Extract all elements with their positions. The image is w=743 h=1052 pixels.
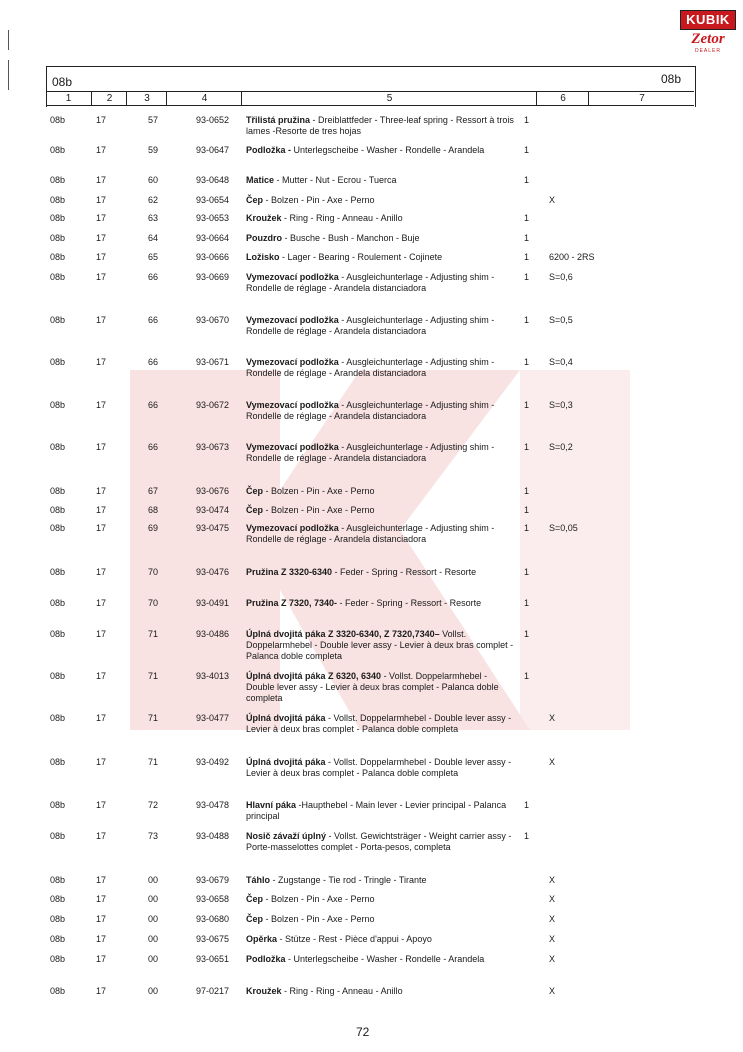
row-note: S=0,6 [549,272,573,282]
row-description [246,272,516,294]
row-col4: 93-0669 [196,272,230,282]
row-description [246,914,516,925]
row-quantity: 1 [524,486,530,496]
row-description [246,800,516,822]
part-translations: - Ring - Ring - Anneau - Anillo [281,213,403,223]
part-translations: - Bolzen - Pin - Axe - Perno [263,486,375,496]
part-translations: - Ring - Ring - Anneau - Anillo [281,986,403,996]
part-name-cz: Ložisko [246,252,280,262]
row-note: X [549,954,556,964]
row-col1: 08b [50,315,66,325]
row-description [246,523,516,545]
row-col3: 66 [148,400,159,410]
part-translations: - Unterlegscheibe - Washer - Rondelle - Arandela [285,954,485,964]
row-col1: 08b [50,567,66,577]
row-col2: 17 [96,934,107,944]
row-col4: 93-0492 [196,757,230,767]
part-name-cz: Čep [246,894,264,904]
column-header-4: 4 [166,92,242,105]
row-col2: 17 [96,800,107,810]
row-col3: 71 [148,671,159,681]
part-translations: - Ausgleichunterlage - Adjusting shim - Rondelle de réglage - Arandela distanciadora [246,400,495,421]
row-col4: 93-0475 [196,523,230,533]
row-col4: 93-0478 [196,800,230,810]
part-name-cz: Kroužek [246,213,282,223]
part-name-cz: Vymezovací podložka [246,357,339,367]
logo-tag: DEALER [694,48,721,54]
row-col1: 08b [50,831,66,841]
row-col1: 08b [50,800,66,810]
row-col3: 63 [148,213,159,223]
part-translations: - Vollst. Doppelarmhebel - Double lever assy - Levier à deux bras complet - Palanca doble completa [246,713,512,734]
row-note: X [549,757,556,767]
row-col3: 62 [148,195,159,205]
row-note: S=0,2 [549,442,573,452]
logo-brand: KUBIK [680,10,736,30]
part-name-cz: Pružina Z 7320, 7340- [246,598,338,608]
row-note: 6200 - 2RS [549,252,595,262]
row-col3: 66 [148,357,159,367]
row-col3: 69 [148,523,159,533]
part-translations: - Feder - Spring - Ressort - Resorte [332,567,477,577]
row-col2: 17 [96,757,107,767]
part-name-cz: Čep [246,195,264,205]
row-col2: 17 [96,175,107,185]
row-col3: 66 [148,272,159,282]
margin-mark [8,60,9,90]
row-col1: 08b [50,523,66,533]
row-col4: 93-0680 [196,914,230,924]
row-col4: 93-0679 [196,875,230,885]
part-name-cz: Hlavní páka [246,800,297,810]
row-col4: 93-4013 [196,671,230,681]
row-col2: 17 [96,400,107,410]
part-name-cz: Podložka - [246,145,292,155]
part-translations: - Vollst. Doppelarmhebel - Double lever assy - Levier à deux bras complet - Palanca doble completa [246,671,499,703]
part-name-cz: Podložka [246,954,286,964]
part-translations: - Bolzen - Pin - Axe - Perno [263,195,375,205]
part-translations: - Ausgleichunterlage - Adjusting shim - Rondelle de réglage - Arandela distanciadora [246,442,495,463]
row-col2: 17 [96,713,107,723]
part-translations: - Ausgleichunterlage - Adjusting shim - Rondelle de réglage - Arandela distanciadora [246,272,495,293]
row-col3: 67 [148,486,159,496]
row-col3: 68 [148,505,159,515]
logo-sub: Zetor [691,31,725,47]
row-col2: 17 [96,986,107,996]
row-col1: 08b [50,486,66,496]
row-quantity: 1 [524,213,530,223]
row-col4: 93-0658 [196,894,230,904]
row-col4: 93-0474 [196,505,230,515]
row-col1: 08b [50,115,66,125]
row-description [246,195,516,206]
row-col3: 00 [148,986,159,996]
row-col2: 17 [96,831,107,841]
row-col1: 08b [50,598,66,608]
row-note: X [549,914,556,924]
row-col3: 70 [148,567,159,577]
row-col4: 93-0486 [196,629,230,639]
row-description [246,954,516,965]
row-col4: 93-0652 [196,115,230,125]
part-name-cz: Vymezovací podložka [246,272,339,282]
row-col4: 93-0476 [196,567,230,577]
row-col4: 93-0647 [196,145,230,155]
row-col1: 08b [50,195,66,205]
part-translations: - Busche - Bush - Manchon - Buje [282,233,420,243]
row-description [246,442,516,464]
row-note: X [549,986,556,996]
part-name-cz: Čep [246,505,264,515]
row-col2: 17 [96,523,107,533]
part-name-cz: Čep [246,914,264,924]
row-quantity: 1 [524,598,530,608]
row-col1: 08b [50,442,66,452]
row-col4: 93-0671 [196,357,230,367]
row-col3: 57 [148,115,159,125]
row-description [246,875,516,886]
row-col3: 66 [148,315,159,325]
section-label-right: 08b [661,72,682,86]
row-col2: 17 [96,272,107,282]
row-col2: 17 [96,875,107,885]
row-quantity: 1 [524,272,530,282]
row-col2: 17 [96,195,107,205]
row-description [246,175,516,186]
row-description [246,671,516,704]
row-col3: 00 [148,934,159,944]
page-number: 72 [356,1025,370,1039]
row-description [246,400,516,422]
row-description [246,252,516,263]
row-quantity: 1 [524,567,530,577]
row-col2: 17 [96,315,107,325]
row-col1: 08b [50,954,66,964]
row-description [246,357,516,379]
row-note: X [549,894,556,904]
row-col3: 59 [148,145,159,155]
row-col3: 60 [148,175,159,185]
row-note: X [549,713,556,723]
part-translations: - Dreiblattfeder - Three-leaf spring - Ressort à trois lames -Resorte de tres hojas [246,115,514,136]
row-col2: 17 [96,671,107,681]
row-note: S=0,05 [549,523,578,533]
part-translations: - Ausgleichunterlage - Adjusting shim - Rondelle de réglage - Arandela distanciadora [246,523,495,544]
row-col2: 17 [96,486,107,496]
row-quantity: 1 [524,523,530,533]
row-col1: 08b [50,894,66,904]
row-col3: 72 [148,800,159,810]
row-col4: 93-0491 [196,598,230,608]
part-translations: Vollst. Doppelarmhebel - Double lever assy - Levier à deux bras complet - Palanca doble completa [246,629,514,661]
row-col1: 08b [50,233,66,243]
row-col1: 08b [50,713,66,723]
row-description [246,486,516,497]
row-col4: 93-0673 [196,442,230,452]
row-col2: 17 [96,357,107,367]
row-col1: 08b [50,671,66,681]
row-note: X [549,934,556,944]
row-quantity: 1 [524,315,530,325]
row-col1: 08b [50,757,66,767]
row-col2: 17 [96,914,107,924]
row-description [246,213,516,224]
part-name-cz: Třilistá pružina [246,115,311,125]
row-note: X [549,195,556,205]
part-name-cz: Vymezovací podložka [246,315,339,325]
row-description [246,831,516,853]
row-col1: 08b [50,272,66,282]
row-col1: 08b [50,145,66,155]
row-note: S=0,5 [549,315,573,325]
row-col3: 71 [148,629,159,639]
row-col1: 08b [50,400,66,410]
row-col3: 00 [148,894,159,904]
part-name-cz: Čep [246,486,264,496]
row-col4: 93-0664 [196,233,230,243]
row-quantity: 1 [524,233,530,243]
row-description [246,145,516,156]
part-translations: - Ausgleichunterlage - Adjusting shim - Rondelle de réglage - Arandela distanciadora [246,315,495,336]
part-translations: Unterlegscheibe - Washer - Rondelle - Arandela [291,145,485,155]
part-name-cz: Úplná dvojitá páka [246,757,326,767]
column-header-7: 7 [588,92,695,105]
column-header-5: 5 [241,92,537,105]
part-translations: - Lager - Bearing - Roulement - Cojinete [279,252,443,262]
row-col2: 17 [96,894,107,904]
row-col2: 17 [96,598,107,608]
kubik-zetor-logo [680,10,736,58]
row-col3: 70 [148,598,159,608]
row-col2: 17 [96,252,107,262]
part-translations: - Bolzen - Pin - Axe - Perno [263,505,375,515]
row-col3: 71 [148,713,159,723]
part-name-cz: Vymezovací podložka [246,400,339,410]
part-name-cz: Úplná dvojitá páka Z 3320-6340, Z 7320,7340– [246,629,440,639]
row-col4: 93-0675 [196,934,230,944]
part-translations: - Vollst. Gewichtsträger - Weight carrier assy - Porte-masselottes complet - Porta-pesos, completa [246,831,512,852]
row-col1: 08b [50,986,66,996]
part-translations: - Vollst. Doppelarmhebel - Double lever assy - Levier à deux bras complet - Palanca doble completa [246,757,512,778]
row-col1: 08b [50,175,66,185]
part-translations: - Mutter - Nut - Ecrou - Tuerca [274,175,397,185]
row-description [246,713,516,735]
column-header-2: 2 [91,92,127,105]
row-description [246,757,516,779]
row-quantity: 1 [524,175,530,185]
row-col2: 17 [96,213,107,223]
row-col1: 08b [50,357,66,367]
row-description [246,598,516,609]
row-description [246,505,516,516]
row-col2: 17 [96,567,107,577]
row-col1: 08b [50,505,66,515]
row-description [246,986,516,997]
row-description [246,115,516,137]
row-note: X [549,875,556,885]
row-col2: 17 [96,442,107,452]
row-quantity: 1 [524,629,530,639]
row-col2: 17 [96,505,107,515]
row-col1: 08b [50,875,66,885]
row-col4: 93-0654 [196,195,230,205]
part-name-cz: Nosič závaží úplný [246,831,327,841]
row-col3: 71 [148,757,159,767]
row-col2: 17 [96,145,107,155]
row-quantity: 1 [524,145,530,155]
part-name-cz: Kroužek [246,986,282,996]
row-col4: 93-0648 [196,175,230,185]
row-quantity: 1 [524,800,530,810]
margin-mark [8,30,9,50]
row-col4: 93-0477 [196,713,230,723]
part-name-cz: Pružina Z 3320-6340 [246,567,333,577]
row-col3: 00 [148,954,159,964]
row-description [246,629,516,662]
row-quantity: 1 [524,831,530,841]
row-col3: 65 [148,252,159,262]
row-note: S=0,4 [549,357,573,367]
row-col1: 08b [50,914,66,924]
row-col3: 00 [148,875,159,885]
column-header-6: 6 [536,92,589,105]
row-quantity: 1 [524,671,530,681]
row-description [246,233,516,244]
row-col4: 93-0672 [196,400,230,410]
section-label-left: 08b [52,75,73,89]
row-quantity: 1 [524,115,530,125]
part-name-cz: Opěrka [246,934,278,944]
row-col4: 93-0651 [196,954,230,964]
column-header-row [46,91,694,106]
part-name-cz: Úplná dvojitá páka Z 6320, 6340 [246,671,382,681]
part-translations: - Zugstange - Tie rod - Tringle - Tirante [270,875,427,885]
part-translations: - Bolzen - Pin - Axe - Perno [263,914,375,924]
row-description [246,567,516,578]
row-col3: 73 [148,831,159,841]
row-col3: 66 [148,442,159,452]
row-col1: 08b [50,252,66,262]
row-col3: 00 [148,914,159,924]
column-header-3: 3 [126,92,167,105]
part-name-cz: Úplná dvojitá páka [246,713,326,723]
row-col2: 17 [96,233,107,243]
column-header-1: 1 [65,93,72,104]
row-col1: 08b [50,629,66,639]
row-col4: 93-0676 [196,486,230,496]
part-name-cz: Matice [246,175,275,185]
row-col2: 17 [96,954,107,964]
part-name-cz: Pouzdro [246,233,282,243]
part-translations: -Haupthebel - Main lever - Levier principal - Palanca principal [246,800,507,821]
part-name-cz: Vymezovací podložka [246,523,339,533]
row-quantity: 1 [524,505,530,515]
part-name-cz: Táhlo [246,875,270,885]
row-col4: 93-0488 [196,831,230,841]
row-col4: 93-0670 [196,315,230,325]
row-col1: 08b [50,213,66,223]
row-quantity: 1 [524,400,530,410]
row-col4: 97-0217 [196,986,230,996]
row-note: S=0,3 [549,400,573,410]
row-col1: 08b [50,934,66,944]
row-quantity: 1 [524,252,530,262]
row-description [246,894,516,905]
part-name-cz: Vymezovací podložka [246,442,339,452]
row-col4: 93-0653 [196,213,230,223]
row-quantity: 1 [524,357,530,367]
part-translations: - Bolzen - Pin - Axe - Perno [263,894,375,904]
part-translations: - Feder - Spring - Ressort - Resorte [337,598,482,608]
row-col2: 17 [96,115,107,125]
row-description [246,934,516,945]
row-col2: 17 [96,629,107,639]
part-translations: - Stütze - Rest - Pièce d'appui - Apoyo [277,934,432,944]
row-quantity: 1 [524,442,530,452]
row-description [246,315,516,337]
part-translations: - Ausgleichunterlage - Adjusting shim - Rondelle de réglage - Arandela distanciadora [246,357,495,378]
row-col3: 64 [148,233,159,243]
row-col4: 93-0666 [196,252,230,262]
